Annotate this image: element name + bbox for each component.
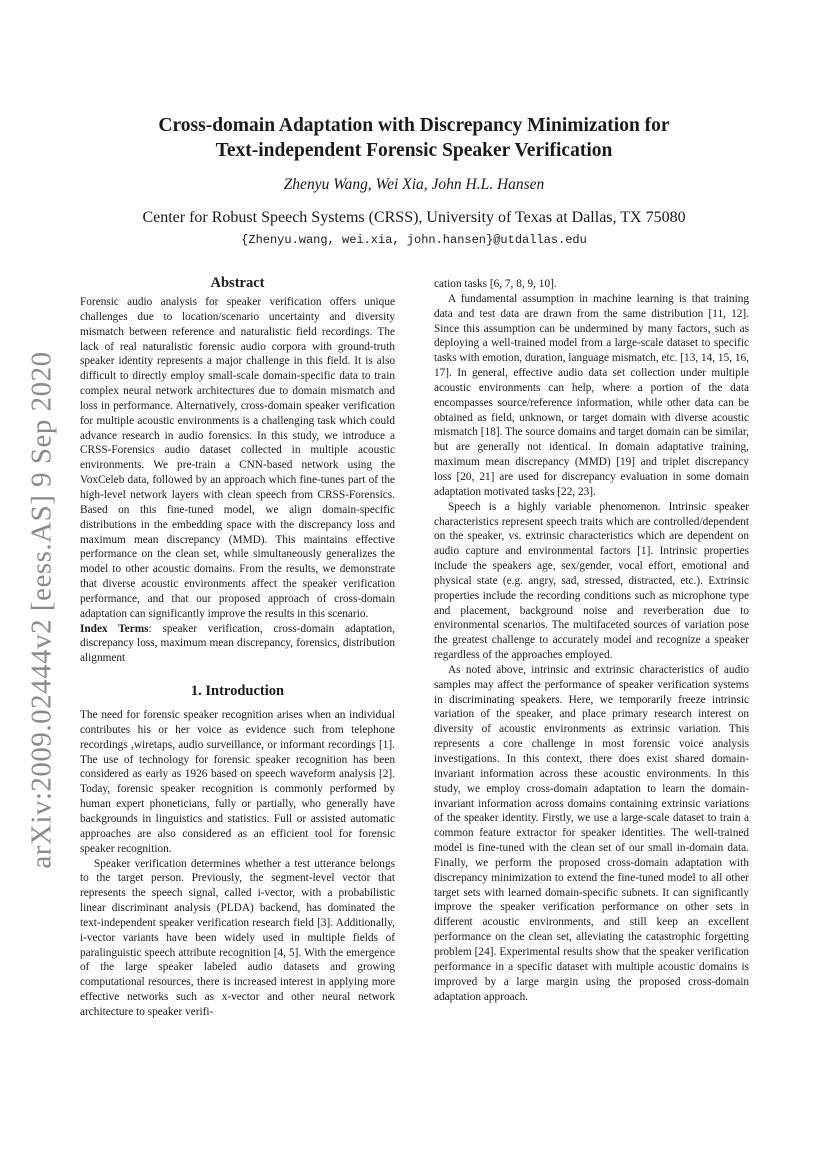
paper-title [100, 113, 728, 163]
abstract-heading: Abstract [210, 275, 265, 291]
paper-title-line-1: Cross-domain Adaptation with Discrepancy Minimization for [158, 115, 670, 136]
index-terms-label: Index Terms [80, 622, 149, 635]
right-column [434, 277, 749, 1004]
intro-paragraph: Speaker verification determines whether a test utterance belongs to the target person. Previously, the segment-level vector that represents the speech signal, called i-vector, with a probabilistic linear discriminant analysis (PLDA) backend, has dominated the text-independent speaker verification research field [3]. Additionally, i-vector variants have been widely used in multiple fields of paralinguistic speech attribute recognition [4, 5]. With the emergence of the large speaker labeled audio datasets and growing computational resources, there is increased interest in applying more effective networks such as x-vector and other neural network architecture to speaker verifi- [80, 857, 395, 1018]
arxiv-stamp-text: arXiv:2009.02444v2 [eess.AS] 9 Sep 2020 [25, 351, 58, 869]
intro-paragraph: The need for forensic speaker recognition arises when an individual contributes his or her voice as evidence such from telephone recordings ,wiretaps, audio surveillance, or informant recordings [1]. The use of technology for forensic speaker recognition has been considered as early as 1926 based on speech waveform analysis [2]. Today, forensic speaker recognition is commonly performed by human expert phoneticians, fully or partially, who generally have backgrounds in linguistics and statistics. Full or assisted automatic approaches are also considered as an efficient tool for forensic speaker recognition. [80, 709, 395, 855]
intro-paragraph: A fundamental assumption in machine learning is that training data and test data are drawn from the same distribution [11, 12]. Since this assumption can be undermined by many factors, such as deploying a well-trained model from a large-scale dataset to specific tasks with emotion, duration, language mismatch, etc. [13, 14, 15, 16, 17]. In general, effective audio data set collection under multiple acoustic environments can help, where a portion of the data encompasses source/reference information, while other data can be obtained as field, unknown, or target domain with diverse acoustic mismatch [18]. The source domains and target domain can be similar, but are generally not identical. In domain adaptative training, maximum mean discrepancy (MMD) [19] and triplet discrepancy loss [20, 21] are used for discrepancy evaluation in some domain adaptation motivated tasks [22, 23]. [434, 292, 749, 498]
index-terms [80, 622, 395, 667]
introduction-heading: 1. Introduction [190, 683, 285, 700]
intro-paragraph: As noted above, intrinsic and extrinsic characteristics of audio samples may affect the performance of speaker verification systems in discriminating speakers. Here, we temporarily freeze intrinsic variation of the speaker, and place primary research interest on diversity of acoustic environments as extrinsic variation. This represents a core challenge in most forensic voice analysis investigations. In this context, there does exist shared domain-invariant information across these acoustic environments. In this study, we employ cross-domain adaptation to learn the domain-invariant information across domains containing extrinsic variations of the speaker identity. Firstly, we use a large-scale dataset to train a common feature extractor for speaker identities. The well-trained model is fine-tuned with the clean set of our small in-domain data. Finally, we perform the proposed cross-domain adaptation with discrepancy minimization to extend the fine-tuned model to all other target sets with learned domain-specific subnets. It can significantly improve the speaker verification performance on other sets in different acoustic environments, and still keep an excellent performance on the clean set, alleviating the catastrophic forgetting problem [24]. Experimental results show that the speaker verification performance in a specific dataset with multiple acoustic domains is improved by a large margin using the proposed cross-domain adaptation approach. [434, 663, 749, 1003]
affiliation: Center for Robust Speech Systems (CRSS), University of Texas at Dallas, TX 75080 [142, 209, 686, 226]
left-column [80, 274, 395, 1020]
intro-paragraph: Speech is a highly variable phenomenon. Intrinsic speaker characteristics represent speech traits which are controlled/dependent on the speaker, vs. extrinsic characteristics which are dependent on audio capture and environmental factors [1]. Intrinsic properties include the speakers age, sex/gender, vocal effort, emotional and physical state (e.g. angry, sad, stressed, distracted, etc.). Extrinsic properties include the recording conditions such as microphone type and placement, background noise and reverberation due to environmental scenarios. The multifaceted sources of variation pose the greatest challenge to accurately model and recognize a speaker regardless of the approaches employed. [434, 500, 749, 662]
intro-continuation: cation tasks [6, 7, 8, 9, 10]. [434, 278, 557, 290]
index-terms-text: : speaker verification, cross-domain adaptation, discrepancy loss, maximum mean discrepancy, forensics, distribution alignment [80, 622, 395, 665]
arxiv-stamp [20, 351, 64, 869]
author-list: Zhenyu Wang, Wei Xia, John H.L. Hansen [283, 176, 545, 193]
paper-title-line-2: Text-independent Forensic Speaker Verification [215, 140, 613, 161]
author-emails: {Zhenyu.wang, wei.xia, john.hansen}@utdallas.edu [241, 233, 587, 247]
abstract-body: Forensic audio analysis for speaker verification offers unique challenges due to location/scenario uncertainty and diversity mismatch between reference and naturalistic field recordings. The lack of real naturalistic forensic audio corpora with ground-truth speaker identity represents a major challenge in this field. It is also difficult to directly employ small-scale domain-specific data to train complex neural network architectures due to domain mismatch and loss in performance. Alternatively, cross-domain speaker verification for multiple acoustic environments is a challenging task which could advance research in audio forensics. In this study, we introduce a CRSS-Forensics audio dataset collected in multiple acoustic environments. We pre-train a CNN-based network using the VoxCeleb data, followed by an approach which fine-tunes part of the high-level network layers with clean speech from CRSS-Forensics. Based on this fine-tuned model, we align domain-specific distributions in the embedding space with the discrepancy loss and maximum mean discrepancy (MMD). This maintains effective performance on the clean set, while simultaneously generalizes the model to other acoustic domains. From the results, we demonstrate that diverse acoustic environments affect the speaker verification performance, and that our proposed approach of cross-domain adaptation can significantly improve the results in this scenario. [80, 296, 395, 620]
